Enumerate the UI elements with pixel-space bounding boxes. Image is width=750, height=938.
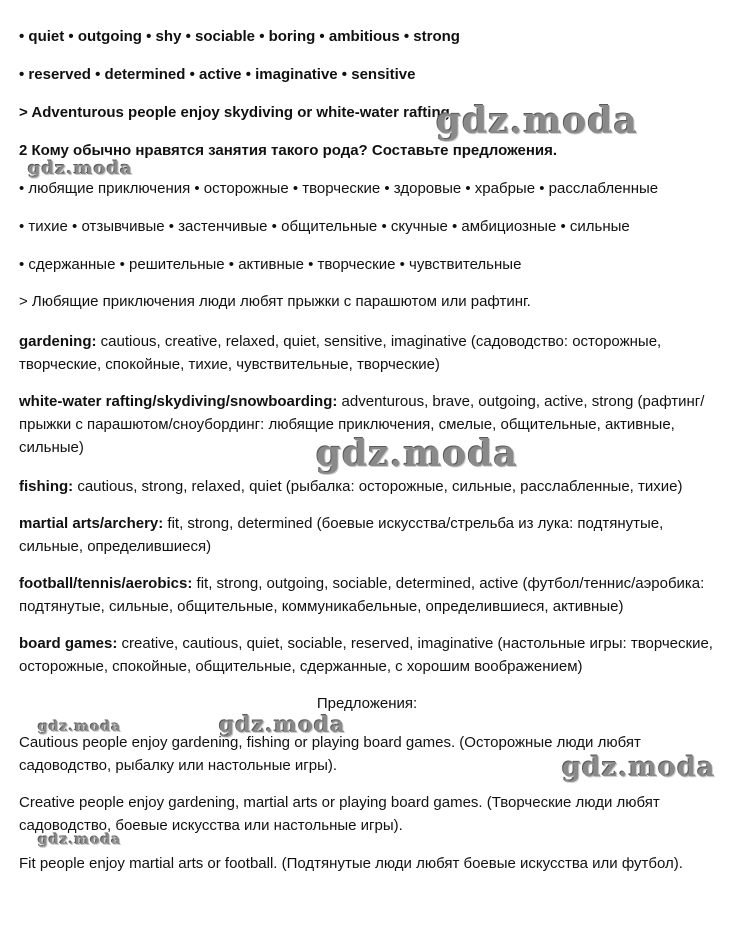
activity-description: adventurous, brave, outgoing, active, strong (рафтинг/прыжки с парашютом/сноубординг: любящие приключения, смелые, общительные, активные, сильные) [19,393,705,456]
activity-board-games [19,632,719,678]
sentence-item: Creative people enjoy gardening, martial arts or playing board games. (Творческие люди любят садоводство, боевые искусства или настольные игры). [19,794,660,834]
watermark-logo: gdz.moda [219,712,346,738]
activity-term: fishing: [19,478,74,495]
activity-term: gardening: [19,333,97,350]
activity-description: fit, strong, determined (боевые искусства/стрельба из лука: подтянутые, сильные, определившиеся) [19,515,664,555]
english-word-list-2: • reserved • determined • active • imaginative • sensitive [19,66,416,83]
activity-term: football/tennis/aerobics: [19,575,193,592]
activity-term: white-water rafting/skydiving/snowboarding: [19,393,338,410]
task-2-heading: 2 Кому обычно нравятся занятия такого рода? Составьте предложения. [19,142,558,159]
watermark-logo: gdz.moda [436,100,638,142]
russian-word-list-3: • сдержанные • решительные • активные • творческие • чувствительные [19,256,522,273]
activity-fishing [19,475,719,498]
watermark-logo: gdz.moda [38,719,122,735]
english-example: > Adventurous people enjoy skydiving or white-water rafting. [19,104,454,121]
sentence-item: Cautious people enjoy gardening, fishing or playing board games. (Осторожные люди любят садоводство, рыбалку или настольные игры). [19,734,641,774]
activity-football [19,572,719,618]
watermark-logo: gdz.moda [316,433,518,475]
russian-word-list-1: • любящие приключения • осторожные • творческие • здоровые • храбрые • расслабленные [19,180,659,197]
watermark-logo: gdz.moda [562,752,716,783]
english-word-list-1: • quiet • outgoing • shy • sociable • boring • ambitious • strong [19,28,460,45]
russian-word-list-2: • тихие • отзывчивые • застенчивые • общительные • скучные • амбициозные • сильные [19,218,630,235]
activity-term: board games: [19,635,118,652]
activity-description: cautious, strong, relaxed, quiet (рыбалка: осторожные, сильные, расслабленные, тихие) [73,478,683,495]
sentences-heading: Предложения: [316,695,418,712]
activity-gardening [19,330,719,376]
activity-martial-arts [19,512,719,558]
activity-description: fit, strong, outgoing, sociable, determined, active (футбол/теннис/аэробика: подтянутые, сильные, общительные, коммуникабельные, определившиеся, активные) [19,575,705,615]
watermark-logo: gdz.moda [28,158,133,179]
watermark-logo: gdz.moda [38,832,122,848]
activity-description: cautious, creative, relaxed, quiet, sensitive, imaginative (садоводство: осторожные, творческие, спокойные, тихие, чувствительные, творческие) [19,333,662,373]
activity-term: martial arts/archery: [19,515,164,532]
russian-example: > Любящие приключения люди любят прыжки с парашютом или рафтинг. [19,293,531,310]
sentence-item: Fit people enjoy martial arts or football. (Подтянутые люди любят боевые искусства или футбол). [19,855,683,872]
activity-description: creative, cautious, quiet, sociable, reserved, imaginative (настольные игры: творческие, осторожные, спокойные, общительные, сдержанные, с хорошим воображением) [19,635,713,675]
